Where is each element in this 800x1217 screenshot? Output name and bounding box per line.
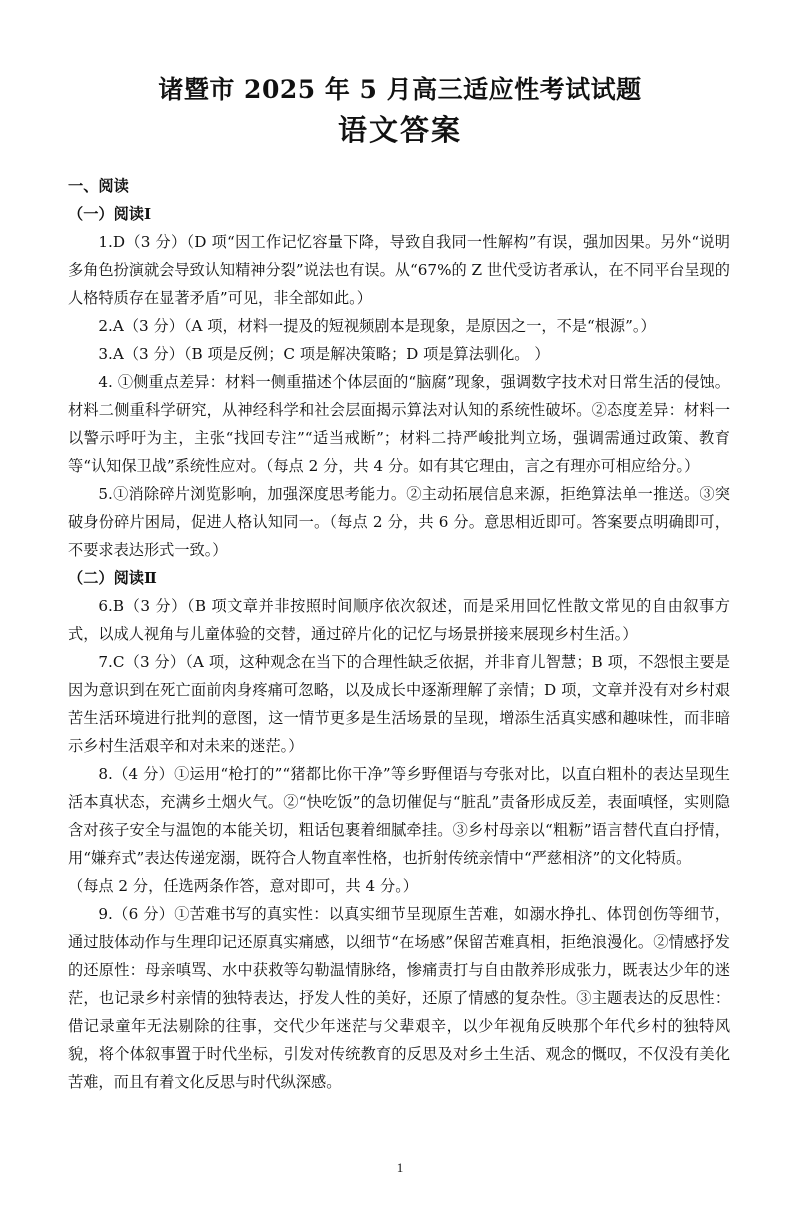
answer-q1: 1.D（3 分）（D 项“因工作记忆容量下降，导致自我同一性解构”有误，强加因果。另外“说明多角色扮演就会导致认知精神分裂”说法也有误。从“67%的 Z 世代受访者承认，在不同平台呈现的人格特质存在显著矛盾”可见，非全部如此。）	[68, 233, 730, 307]
answer-title: 语文答案	[337, 113, 462, 147]
answer-q7: 7.C（3 分）（A 项，这种观念在当下的合理性缺乏依据，并非育儿智慧；B 项，不怨恨主要是因为意识到在死亡面前肉身疼痛可忽略，以及成长中逐渐理解了亲情；D 项，文章并没有对乡村艰苦生活环境进行批判的意图，这一情节更多是生活场景的呈现，增添生活真实感和趣味性，而非暗示乡村生活艰辛和对未来的迷茫。）	[68, 653, 730, 755]
exam-title: 诸暨市 2025 年 5 月高三适应性考试试题	[158, 75, 642, 104]
answer-content	[68, 172, 730, 1096]
answer-q4: 4. ①侧重点差异：材料一侧重描述个体层面的“脑腐”现象，强调数字技术对日常生活的侵蚀。材料二侧重科学研究，从神经科学和社会层面揭示算法对认知的系统性破坏。②态度差异：材料一以警示呼吁为主，主张“找回专注”“适当戒断”；材料二持严峻批判立场，强调需通过政策、教育等“认知保卫战”系统性应对。（每点 2 分，共 4 分。如有其它理由，言之有理亦可相应给分。）	[68, 373, 730, 475]
answer-q8: 8.（4 分）①运用“枪打的”“猪都比你干净”等乡野俚语与夸张对比，以直白粗朴的表达呈现生活本真状态，充满乡土烟火气。②“快吃饭”的急切催促与“脏乱”责备形成反差，表面嗔怪，实则隐含对孩子安全与温饱的本能关切，粗话包裹着细腻牵挂。③乡村母亲以“粗粝”语言替代直白抒情，用“嫌弃式”表达传递宠溺，既符合人物直率性格，也折射传统亲情中“严慈相济”的文化特质。	[68, 765, 730, 867]
answer-q3: 3.A（3 分）（B 项是反例；C 项是解决策略；D 项是算法驯化。 ）	[98, 345, 550, 363]
subsection-heading-reading-1: （一）阅读Ⅰ	[68, 205, 152, 223]
answer-q8-scoring-note: （每点 2 分，任选两条作答，意对即可，共 4 分。）	[68, 877, 418, 895]
answer-q6: 6.B（3 分）（B 项文章并非按照时间顺序依次叙述，而是采用回忆性散文常见的自由叙事方式，以成人视角与儿童体验的交替，通过碎片化的记忆与场景拼接来展现乡村生活。）	[68, 597, 730, 643]
section-heading-reading: 一、阅读	[68, 177, 129, 195]
answer-q5: 5.①消除碎片浏览影响，加强深度思考能力。②主动拓展信息来源，拒绝算法单一推送。③突破身份碎片困局，促进人格认知同一。（每点 2 分，共 6 分。意思相近即可。答案要点明确即可，不要求表达形式一致。）	[68, 485, 730, 559]
answer-q2: 2.A（3 分）（A 项，材料一提及的短视频剧本是现象，是原因之一，不是“根源”。）	[98, 317, 656, 335]
page-number: 1	[396, 1160, 404, 1175]
answer-q9: 9.（6 分）①苦难书写的真实性：以真实细节呈现原生苦难，如溺水挣扎、体罚创伤等细节，通过肢体动作与生理印记还原真实痛感，以细节“在场感”保留苦难真相，拒绝浪漫化。②情感抒发的还原性：母亲嗔骂、水中获救等勾勒温情脉络，惨痛责打与自由散养形成张力，既表达少年的迷茫，也记录乡村亲情的独特表达，抒发人性的美好，还原了情感的复杂性。③主题表达的反思性：借记录童年无法剔除的往事，交代少年迷茫与父辈艰辛，以少年视角反映那个年代乡村的独特风貌，将个体叙事置于时代坐标，引发对传统教育的反思及对乡土生活、观念的慨叹，不仅没有美化苦难，而且有着文化反思与时代纵深感。	[68, 905, 730, 1091]
subsection-heading-reading-2: （二）阅读Ⅱ	[68, 569, 157, 587]
